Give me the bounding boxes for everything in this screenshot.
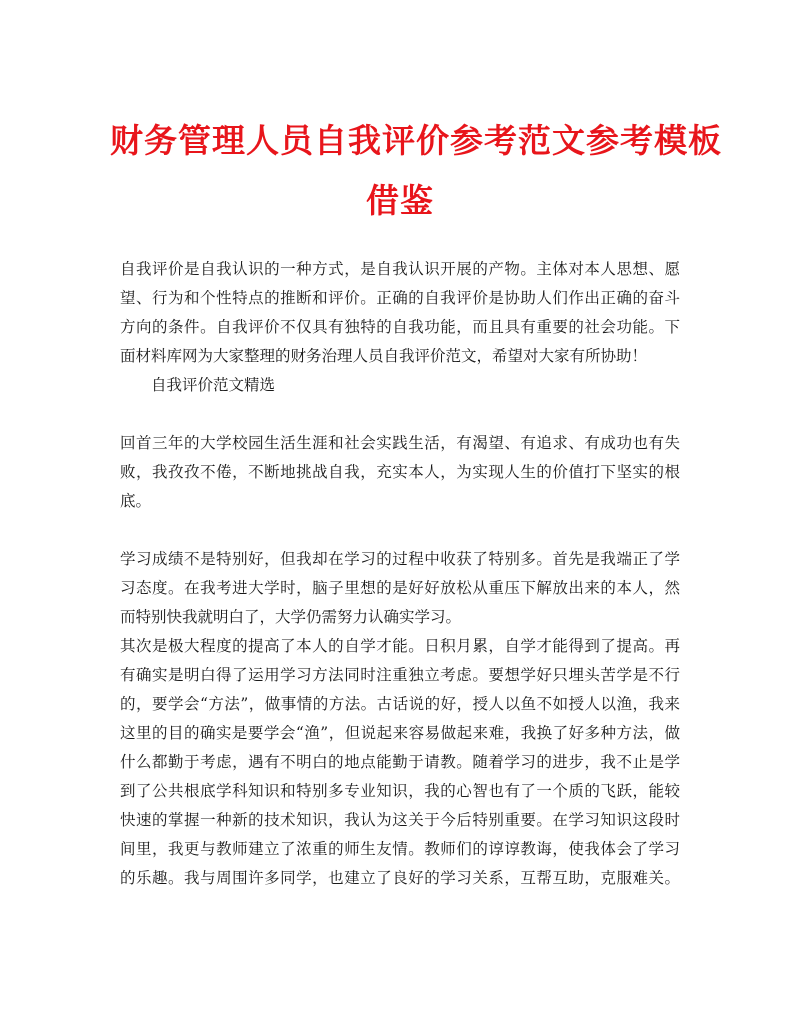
text-line: 这里的目的确实是要学会“渔”，但说起来容易做起来难，我换了好多种方法，做 xyxy=(120,724,680,742)
body-paragraph xyxy=(120,545,680,632)
text-line: 面材料库网为大家整理的财务治理人员自我评价范文，希望对大家有所协助！ xyxy=(120,347,648,365)
body-paragraph xyxy=(120,632,680,893)
body-paragraph xyxy=(120,429,680,516)
text-line: 底。 xyxy=(120,492,152,510)
section-heading xyxy=(120,371,680,400)
text-line: 方向的条件。自我评价不仅具有独特的自我功能，而且具有重要的社会功能。下 xyxy=(120,318,680,336)
text-line: 的乐趣。我与周围许多同学，也建立了良好的学习关系，互帮互助，克服难关。 xyxy=(120,869,680,887)
intro-paragraph xyxy=(120,255,680,371)
section-heading-text: 自我评价范文精选 xyxy=(151,376,276,394)
text-line: 的，要学会“方法”，做事情的方法。古话说的好，授人以鱼不如授人以渔，我来 xyxy=(120,695,680,713)
text-line: 望、行为和个性特点的推断和评价。正确的自我评价是协助人们作出正确的奋斗 xyxy=(120,289,680,307)
paragraph-gap xyxy=(120,400,680,429)
text-line: 而特别快我就明白了，大学仍需努力认确实学习。 xyxy=(120,608,462,626)
document-title-line-2: 借鉴 xyxy=(366,181,434,220)
text-line: 快速的掌握一种新的技术知识，我认为这关于今后特别重要。在学习知识这段时 xyxy=(120,811,680,829)
text-line: 什么都勤于考虑，遇有不明白的地点能勤于请教。随着学习的进步，我不止是学 xyxy=(120,753,680,771)
text-line: 学习成绩不是特别好，但我却在学习的过程中收获了特别多。首先是我端正了学 xyxy=(120,550,680,568)
text-line: 到了公共根底学科知识和特别多专业知识，我的心智也有了一个质的飞跃，能较 xyxy=(120,782,680,800)
document-body xyxy=(120,255,680,893)
document-title-line-1: 财务管理人员自我评价参考范文参考模板 xyxy=(110,121,722,160)
text-line: 习态度。在我考进大学时，脑子里想的是好好放松从重压下解放出来的本人，然 xyxy=(120,579,680,597)
paragraph-gap xyxy=(120,516,680,545)
text-line: 自我评价是自我认识的一种方式，是自我认识开展的产物。主体对本人思想、愿 xyxy=(120,260,680,278)
text-line: 有确实是明白得了运用学习方法同时注重独立考虑。要想学好只埋头苦学是不行 xyxy=(120,666,680,684)
text-line: 其次是极大程度的提高了本人的自学才能。日积月累，自学才能得到了提高。再 xyxy=(120,637,680,655)
text-line: 败，我孜孜不倦，不断地挑战自我，充实本人，为实现人生的价值打下坚实的根 xyxy=(120,463,680,481)
text-line: 间里，我更与教师建立了浓重的师生友情。教师们的谆谆教诲，使我体会了学习 xyxy=(120,840,680,858)
text-line: 回首三年的大学校园生活生涯和社会实践生活，有渴望、有追求、有成功也有失 xyxy=(120,434,680,452)
